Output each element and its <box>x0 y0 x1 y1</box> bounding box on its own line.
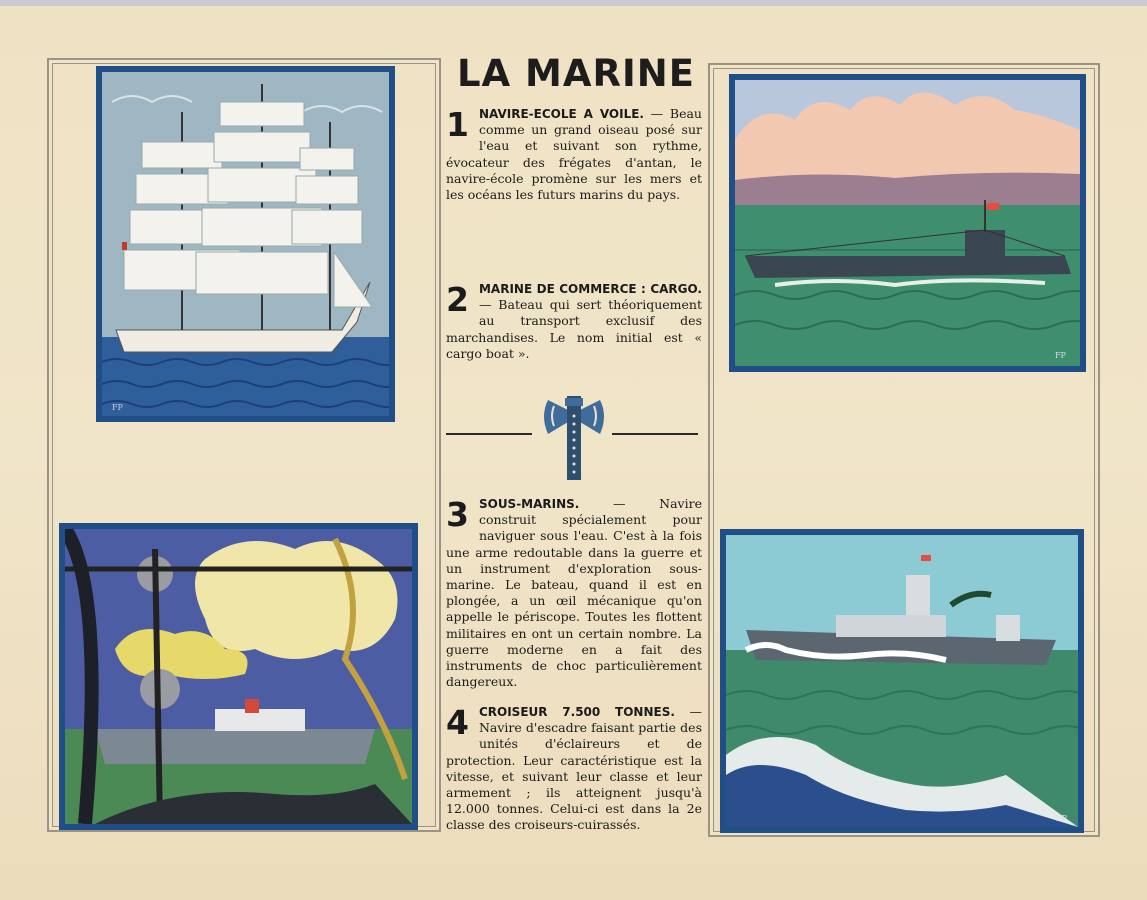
submarine-illustration <box>729 74 1086 372</box>
svg-text:FP: FP <box>1056 814 1067 823</box>
divider-right <box>612 433 698 435</box>
page-top-edge <box>0 0 1147 6</box>
section-body: — Navire d'escadre faisant partie des unités d'éclaireurs et de protection. Leur caractéristique est la vitesse, et suivant leur classe et leur armement ; ils atteignent jusqu'à 12.000 tonnes. Celui-ci est dans la 2e classe des croiseurs-cuirassés. <box>446 704 702 833</box>
section-number: 3 <box>446 495 469 534</box>
section-body: — Navire construit spécialement pour naviguer sous l'eau. C'est à la fois une arme redoutable dans la guerre et un instrument d'exploration sous-marine. Le bateau, quand il est en plongée, a un œil mécanique qu'on appelle le périscope. Toutes les flottent militaires en ont un certain nombre. La guerre moderne en a fait des instruments de choc particulièrement dangereux. <box>446 496 702 690</box>
francisque-emblem <box>540 392 608 484</box>
section-body: — Bateau qui sert théoriquement au transport exclusif des marchandises. Le nom initial est « cargo boat ». <box>446 297 702 361</box>
svg-text:FP: FP <box>112 403 123 412</box>
sailing-ship-illustration <box>96 66 395 422</box>
section-4 <box>446 704 702 834</box>
page-title: LA MARINE <box>456 52 696 95</box>
section-heading: MARINE DE COMMERCE : CARGO. <box>478 282 702 296</box>
divider-left <box>446 433 532 435</box>
section-1 <box>446 106 702 203</box>
section-number: 1 <box>446 105 469 144</box>
section-2 <box>446 281 702 362</box>
section-3 <box>446 496 702 690</box>
section-number: 2 <box>446 280 469 319</box>
section-heading: CROISEUR 7.500 TONNES. <box>478 705 675 719</box>
section-body: — Beau comme un grand oiseau posé sur l'eau et suivant son rythme, évocateur des frégates d'antan, le navire-école promène sur les mers et les océans les futurs marins du pays. <box>446 106 702 203</box>
section-heading: SOUS-MARINS. <box>478 497 580 511</box>
section-number: 4 <box>446 703 469 742</box>
svg-text:FP: FP <box>1055 351 1066 360</box>
cargo-ship-illustration <box>59 523 418 830</box>
section-heading: NAVIRE-ECOLE A VOILE. <box>478 107 644 121</box>
cruiser-illustration <box>720 529 1084 833</box>
